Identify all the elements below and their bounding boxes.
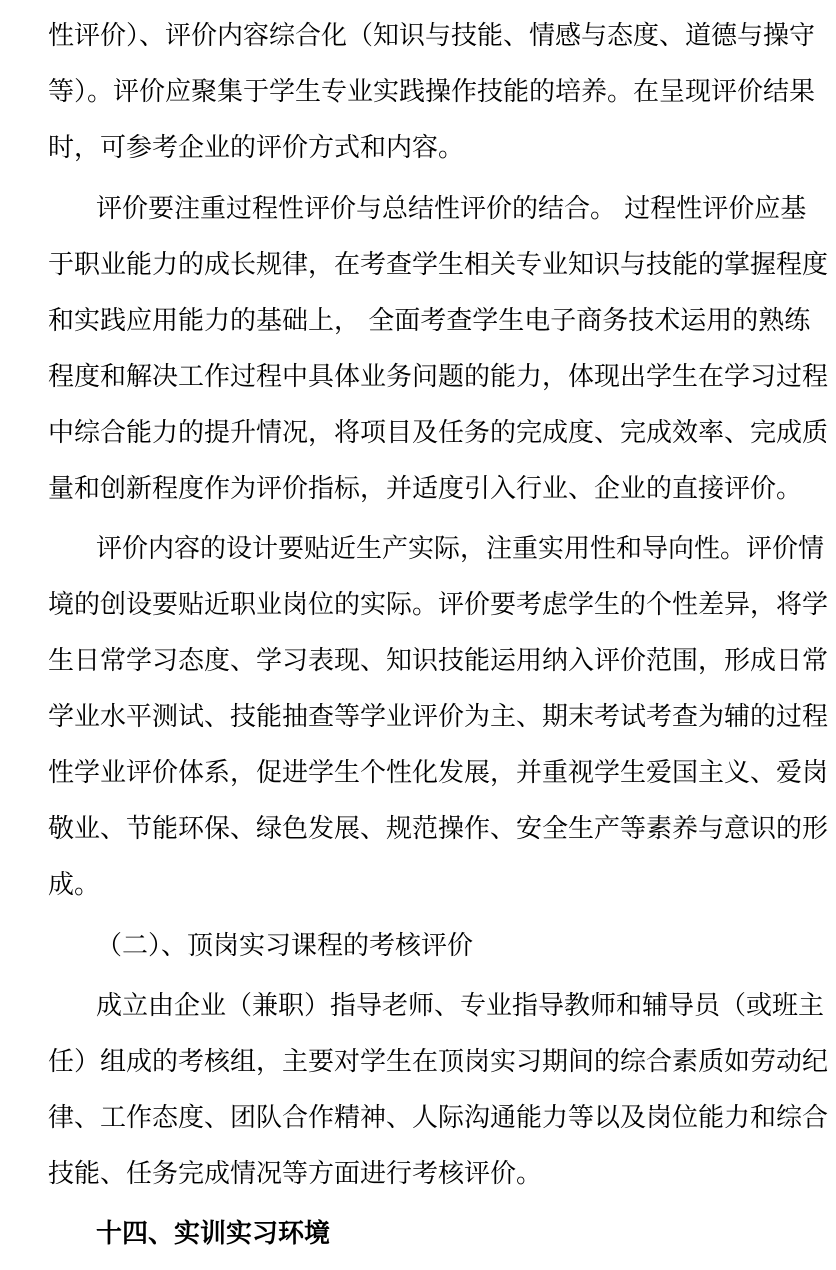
paragraph-line: 技能、任务完成情况等方面进行考核评价。 xyxy=(48,1159,543,1189)
paragraph-line: 生日常学习态度、学习表现、知识技能运用纳入评价范围，形成日常 xyxy=(48,646,829,676)
paragraph-line: 评价要注重过程性评价与总结性评价的结合。 过程性评价应基 xyxy=(96,194,807,224)
paragraph-line: 时，可参考企业的评价方式和内容。 xyxy=(48,133,465,163)
paragraph-line: 学业水平测试、技能抽查等学业评价为主、期末考试考查为辅的过程 xyxy=(48,702,829,732)
paragraph-line: 评价内容的设计要贴近生产实际，注重实用性和导向性。评价情 xyxy=(96,534,825,564)
paragraph-line: 和实践应用能力的基础上， 全面考查学生电子商务技术运用的熟练 xyxy=(48,306,811,336)
paragraph-line: 成。 xyxy=(48,870,101,900)
paragraph-line: 量和创新程度作为评价指标，并适度引入行业、企业的直接评价。 xyxy=(48,474,803,504)
paragraph-line: 律、工作态度、团队合作精神、人际沟通能力等以及岗位能力和综合 xyxy=(48,1103,829,1133)
paragraph-line: 等）。评价应聚集于学生专业实践操作技能的培养。在呈现评价结果 xyxy=(48,77,816,107)
section-heading: 十四、实训实习环境 xyxy=(96,1219,331,1249)
paragraph-line: 敬业、节能环保、绿色发展、规范操作、安全生产等素养与意识的形 xyxy=(48,814,829,844)
paragraph-line: 性学业评价体系，促进学生个性化发展，并重视学生爱国主义、爱岗 xyxy=(48,758,829,788)
paragraph-line: 中综合能力的提升情况，将项目及任务的完成度、完成效率、完成质 xyxy=(48,418,829,448)
paragraph-line: 于职业能力的成长规律，在考查学生相关专业知识与技能的掌握程度 xyxy=(48,250,829,280)
section-subheading: （二）、顶岗实习课程的考核评价 xyxy=(96,931,474,961)
paragraph-line: 境的创设要贴近职业岗位的实际。评价要考虑学生的个性差异，将学 xyxy=(48,590,829,620)
paragraph-line: 成立由企业（兼职）指导老师、专业指导教师和辅导员（或班主 xyxy=(96,991,825,1021)
paragraph-line: 任）组成的考核组，主要对学生在顶岗实习期间的综合素质如劳动纪 xyxy=(48,1047,829,1077)
paragraph-line: 性评价）、评价内容综合化（知识与技能、情感与态度、道德与操守 xyxy=(48,21,816,51)
paragraph-line: 程度和解决工作过程中具体业务问题的能力，体现出学生在学习过程 xyxy=(48,362,829,392)
